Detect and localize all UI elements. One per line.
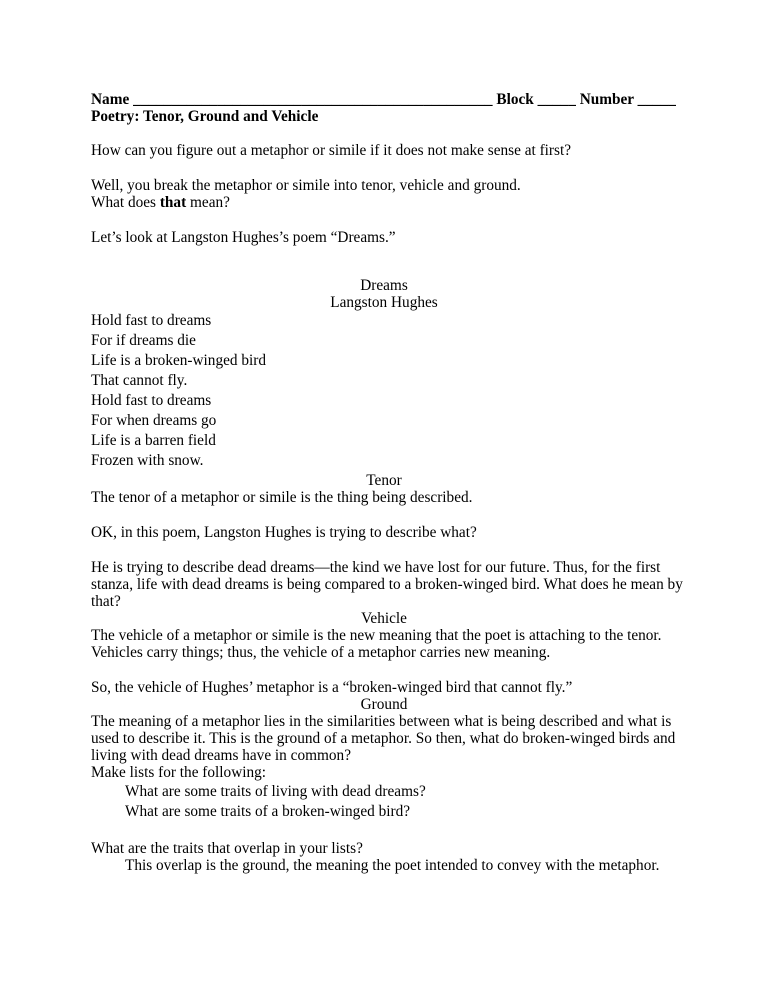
poem-line: Life is a barren field [91,432,216,449]
poem-line: For if dreams die [91,332,196,349]
ground-definition-line: living with dead dreams have in common? [91,747,351,764]
name-label: Name [91,91,130,108]
name-block-number-line [91,91,676,109]
tenor-heading: Tenor [366,472,402,489]
poem-line: For when dreams go [91,412,217,429]
page-title: Poetry: Tenor, Ground and Vehicle [91,108,319,125]
block-blank[interactable]: _____ [537,91,576,108]
tenor-explanation-line: He is trying to describe dead dreams—the kind we have lost for our future. Thus, for the first [91,559,661,576]
block-label: Block [496,91,534,108]
poem-title: Dreams [360,277,408,294]
poem-line: That cannot fly. [91,372,188,389]
lists-prompt: Make lists for the following: [91,764,267,781]
overlap-explanation: This overlap is the ground, the meaning the poet intended to convey with the metaphor. [125,857,660,874]
tenor-explanation-line: that? [91,593,121,610]
vehicle-definition-line: The vehicle of a metaphor or simile is the new meaning that the poet is attaching to the tenor. [91,627,662,644]
name-blank[interactable]: _______________________________________________ [133,91,493,108]
list-question: What are some traits of a broken-winged bird? [125,803,411,820]
vehicle-heading: Vehicle [361,610,407,627]
emphasis-that: that [159,194,187,211]
vehicle-example: So, the vehicle of Hughes’ metaphor is a “broken-winged bird that cannot fly.” [91,679,573,696]
poem-line: Life is a broken-winged bird [91,352,267,369]
intro-answer-line-1: Well, you break the metaphor or simile into tenor, vehicle and ground. [91,177,521,194]
number-label: Number [579,91,634,108]
intro-answer-post: mean? [186,194,230,211]
poem-line: Hold fast to dreams [91,312,212,329]
intro-answer-line-2 [91,194,230,212]
tenor-explanation-line: stanza, life with dead dreams is being compared to a broken-winged bird. What does he mean by [91,576,683,593]
overlap-question: What are the traits that overlap in your lists? [91,840,363,857]
ground-heading: Ground [360,696,408,713]
intro-answer-pre: What does [91,194,160,211]
list-question: What are some traits of living with dead dreams? [125,783,426,800]
number-blank[interactable]: _____ [637,91,676,108]
ground-definition-line: used to describe it. This is the ground of a metaphor. So then, what do broken-winged birds and [91,730,676,747]
vehicle-definition-line: Vehicles carry things; thus, the vehicle of a metaphor carries new meaning. [91,644,551,661]
poem-line: Frozen with snow. [91,452,204,469]
poem-intro: Let’s look at Langston Hughes’s poem “Dreams.” [91,229,396,246]
poem-author: Langston Hughes [330,294,438,311]
ground-definition-line: The meaning of a metaphor lies in the similarities between what is being described and what is [91,713,672,730]
poem-line: Hold fast to dreams [91,392,212,409]
tenor-definition: The tenor of a metaphor or simile is the thing being described. [91,489,473,506]
intro-question: How can you figure out a metaphor or simile if it does not make sense at first? [91,142,572,159]
tenor-question: OK, in this poem, Langston Hughes is trying to describe what? [91,524,477,541]
